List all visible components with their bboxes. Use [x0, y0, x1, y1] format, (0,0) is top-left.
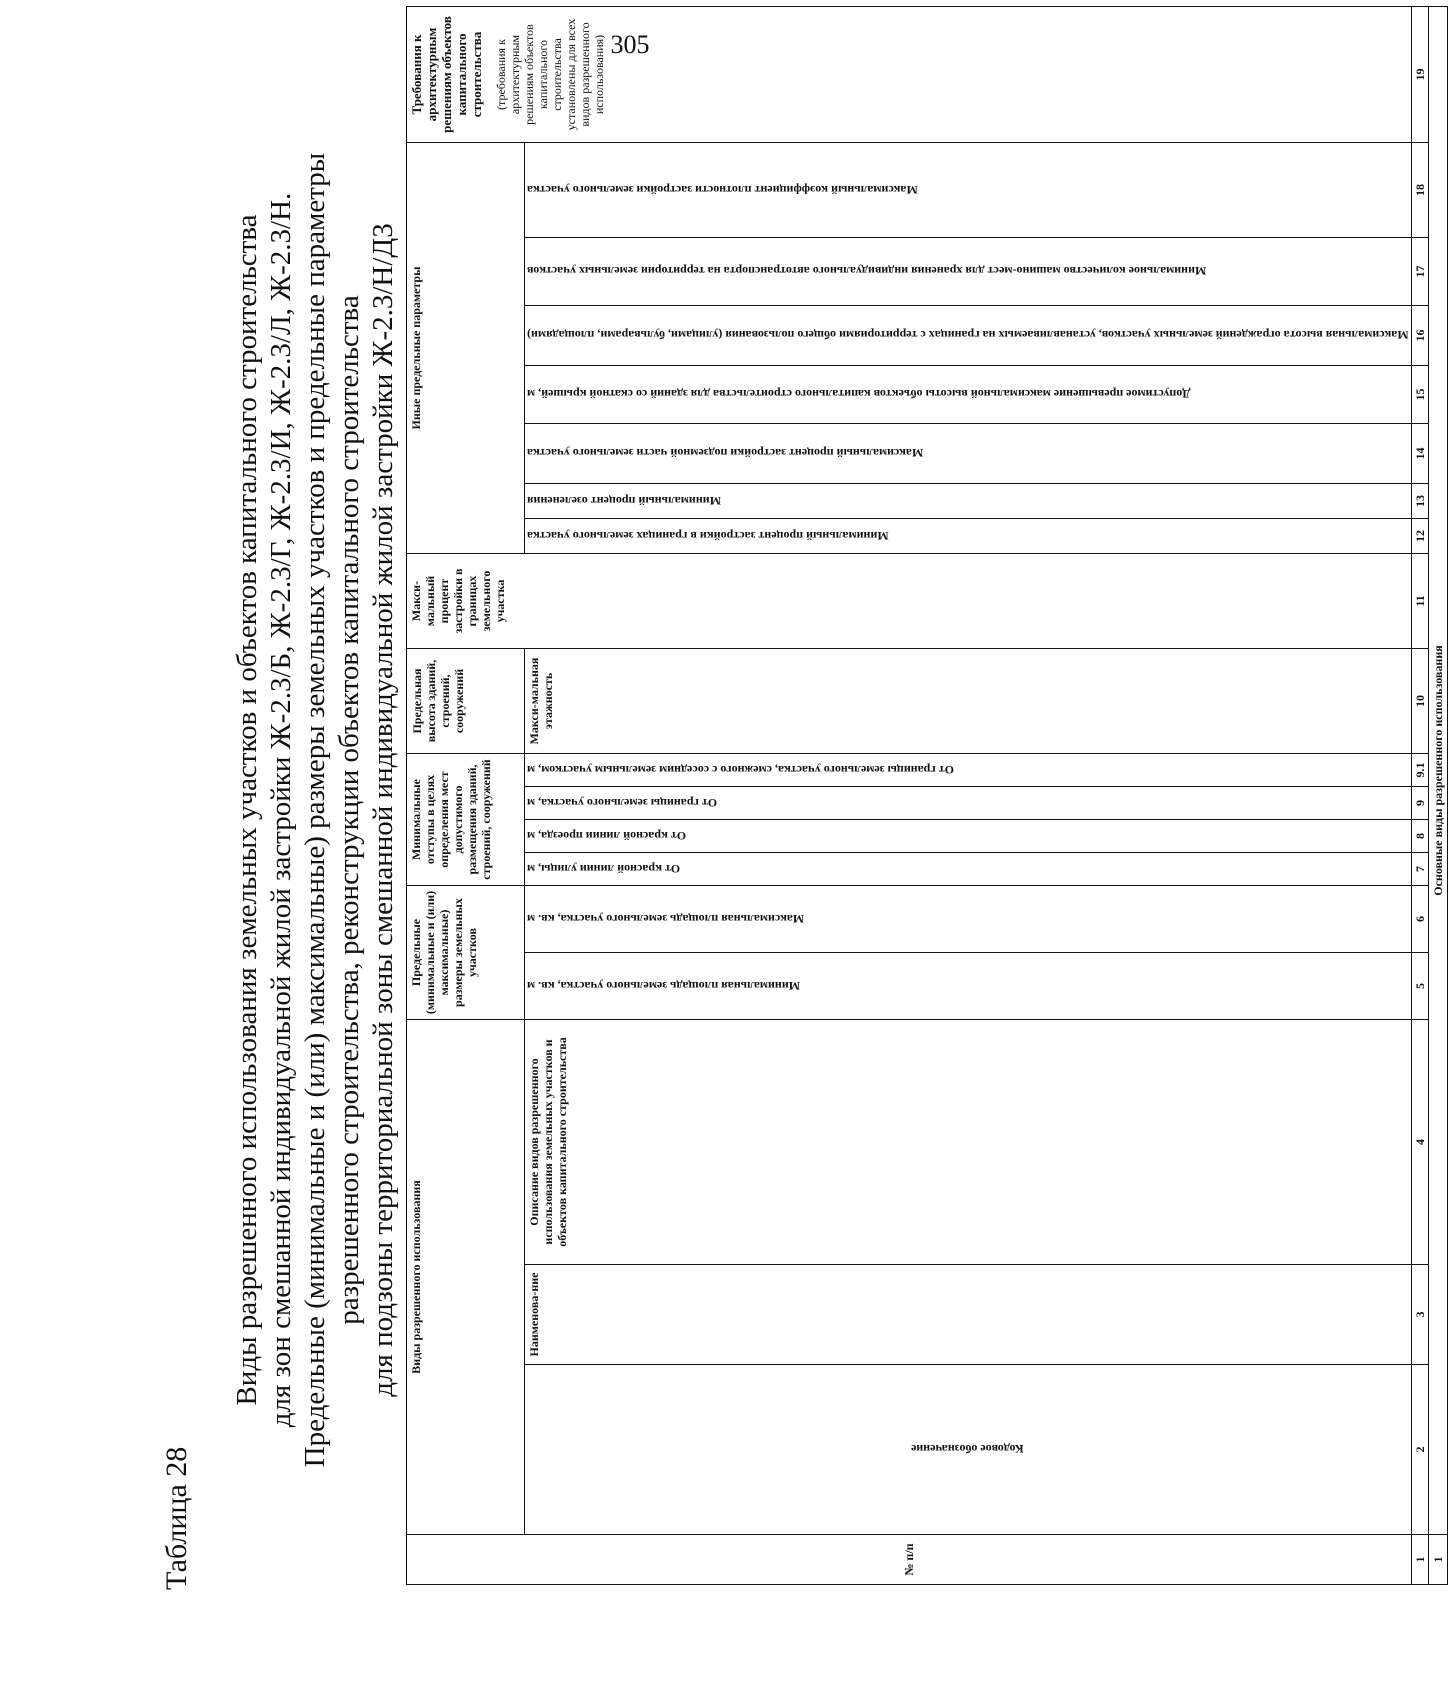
header-kind-group: Виды разрешенного использования	[407, 1020, 525, 1535]
header-boundary-text: От границы земельного участка, м	[527, 796, 718, 810]
column-number: 16	[1411, 306, 1428, 366]
header-red-line-passage-text: От красной линии проезда, м	[527, 829, 687, 843]
heading-line: для подзоны территориальной зоны смешанной индивидуальной жилой застройки Ж-2.3/Н/Д3	[367, 223, 399, 1397]
section-title: Основные виды разрешенного использования	[1428, 7, 1447, 1535]
column-number: 12	[1411, 519, 1428, 554]
column-number: 18	[1411, 143, 1428, 238]
header-max-area	[525, 886, 1412, 953]
column-number: 3	[1411, 1265, 1428, 1365]
section-row	[1428, 7, 1447, 1585]
column-number: 14	[1411, 424, 1428, 484]
header-setbacks-group: Минимальные отступы в целях определения мест допустимого размещения зданий, строений, сооружений	[407, 754, 525, 886]
header-name: Наименова-ние	[525, 1265, 1412, 1365]
header-other-group: Иные предельные параметры	[407, 143, 525, 554]
heading-line: для зон смешанной индивидуальной жилой застройки Ж-2.3/Б, Ж-2.3/Г, Ж-2.3/И, Ж-2.3/Л, Ж-2.3/Н.	[265, 192, 297, 1428]
heading-line: разрешенного строительства, реконструкции объектов капитального строительства	[333, 295, 365, 1325]
column-number: 11	[1411, 554, 1428, 649]
header-parking	[525, 238, 1412, 306]
heading-line: Виды разрешенного использования земельных участков и объектов капитального строительства	[231, 214, 263, 1406]
header-red-line-passage	[525, 820, 1412, 853]
header-min-green	[525, 484, 1412, 519]
header-code-text: Кодовое обозначение	[911, 1442, 1025, 1457]
column-number: 15	[1411, 366, 1428, 424]
column-number: 1	[1411, 1535, 1428, 1585]
header-max-underground-text: Максимальный процент застройки подземной части земельного участка	[527, 446, 924, 461]
header-boundary	[525, 787, 1412, 820]
column-number: 6	[1411, 886, 1428, 953]
parameters-table	[406, 6, 1448, 1585]
header-height-group: Предельная высота зданий, строений, сооружений	[407, 649, 525, 754]
header-min-area	[525, 953, 1412, 1020]
column-number: 9	[1411, 787, 1428, 820]
header-build-percent-group: Макси-мальный процент застройки в границах земельного участка	[407, 554, 1412, 649]
header-parking-text: Минимальное количество машино-мест для хранения индивидуального автотранспорта на территории земельных участков	[527, 264, 1207, 279]
column-number: 4	[1411, 1020, 1428, 1265]
header-density	[525, 143, 1412, 238]
column-number: 19	[1411, 7, 1428, 143]
header-height-excess	[525, 366, 1412, 424]
header-min-build-percent	[525, 519, 1412, 554]
arch-title: Требования к архитектурным решениям объектов капитального строительства	[409, 16, 484, 133]
column-number: 2	[1411, 1365, 1428, 1535]
arch-note: (требования к архитектурным решениям объектов капитального строительства установлены для всех видов разрешенного использования)	[494, 18, 606, 131]
header-red-line-street	[525, 853, 1412, 886]
header-red-line-street-text: От красной линии улицы, м	[527, 862, 681, 876]
column-number: 5	[1411, 953, 1428, 1020]
column-number: 7	[1411, 853, 1428, 886]
column-number: 9.1	[1411, 754, 1428, 787]
header-height-excess-text: Допустимое превышение максимальной высоты объектов капитального строительства для зданий со скатной крышей, м	[527, 387, 1191, 402]
header-sizes-group: Предельные (минимальные и (или) максимальные) размеры земельных участков	[407, 886, 525, 1020]
table-label: Таблица 28	[160, 1446, 193, 1590]
column-number: 13	[1411, 484, 1428, 519]
header-fence-height-text: Максимальная высота ограждений земельных участков, устанавливаемых на границах с территориями общего пользования (улицами, бульварами, площадями)	[527, 328, 1409, 343]
header-min-area-text: Минимальная площадь земельного участка, кв. м	[527, 979, 801, 993]
document-heading	[230, 100, 400, 1520]
header-max-area-text: Максимальная площадь земельного участка, кв. м	[527, 912, 805, 926]
header-min-build-percent-text: Минимальный процент застройки в границах земельного участка	[527, 529, 889, 543]
heading-line: Предельные (минимальные и (или) максимальные) размеры земельных участков и предельные параметры	[299, 152, 331, 1468]
column-number: 10	[1411, 649, 1428, 754]
page-number: 305	[610, 30, 650, 59]
header-no: № п/п	[407, 1535, 1412, 1585]
header-code	[525, 1365, 1412, 1535]
header-fence-height	[525, 306, 1412, 366]
column-numbers-row	[1411, 7, 1428, 1585]
section-row-number: 1	[1428, 1535, 1447, 1585]
header-max-underground	[525, 424, 1412, 484]
header-max-floors: Макси-мальная этажность	[525, 649, 1412, 754]
header-min-green-text: Минимальный процент озеленения	[527, 494, 721, 508]
column-number: 8	[1411, 820, 1428, 853]
column-number: 17	[1411, 238, 1428, 306]
header-density-text: Максимальный коэффициент плотности застройки земельного участка	[527, 183, 918, 197]
header-boundary-adjacent-text: От границы земельного участка, смежного с соседним земельным участком, м	[527, 763, 954, 777]
header-arch-group	[407, 7, 1412, 143]
header-description: Описание видов разрешенного использования земельных участков и объектов капитального строительства	[525, 1020, 1412, 1265]
header-boundary-adjacent	[525, 754, 1412, 787]
